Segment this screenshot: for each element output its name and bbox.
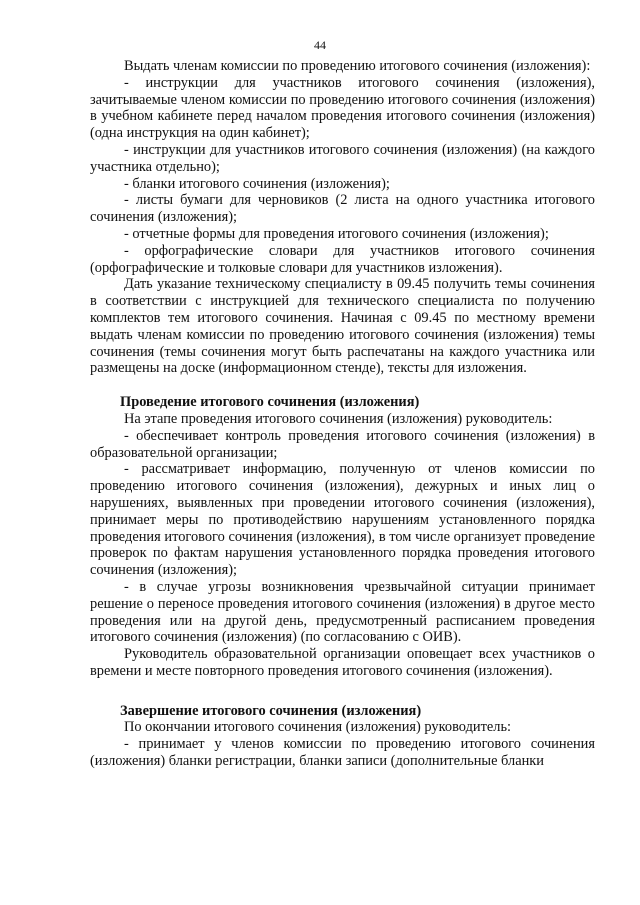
section-heading-completion: Завершение итогового сочинения (изложения) xyxy=(120,702,422,719)
list-item: - листы бумаги для черновиков (2 листа на одного участника итогового сочинения (изложения); xyxy=(90,192,595,226)
paragraph: На этапе проведения итогового сочинения (изложения) руководитель: xyxy=(124,410,553,427)
paragraph: Выдать членам комиссии по проведению итогового сочинения (изложения): xyxy=(124,58,591,74)
section-heading-conduct: Проведение итогового сочинения (изложения) xyxy=(120,394,420,411)
list-item: - инструкции для участников итогового сочинения (изложения), зачитываемые членом комиссии по проведению итогового сочинения (изложения) в учебном кабинете перед началом проведения итогового сочинения (изложения) (одна инструкция на один кабинет); xyxy=(90,74,595,142)
list-item: - принимает у членов комиссии по проведению итогового сочинения (изложения) бланки регистрации, бланки записи (дополнительные бланки xyxy=(90,736,595,770)
list-item: - инструкции для участников итогового сочинения (изложения) (на каждого участника отдельно); xyxy=(90,141,595,175)
list-item: - рассматривает информацию, полученную от членов комиссии по проведению итогового сочинения (изложения), дежурных и иных лиц о нарушениях, выявленных при проведении итогового сочинения (изложения), принимает меры по противодействию нарушениям установленного порядка проведения итогового сочинения (изложения), в том числе организует проведение проверок по фактам нарушения установленного порядка проведения итогового сочинения (изложения); xyxy=(90,461,595,579)
list-item: - орфографические словари для участников итогового сочинения (орфографические и толковые словари для участников изложения). xyxy=(90,242,595,276)
list-item: - в случае угрозы возникновения чрезвычайной ситуации принимает решение о переносе проведения итогового сочинения (изложения) в другое место проведения или на другой день, предусмотренный расписанием проведения итогового сочинения (изложения) (по согласованию с ОИВ). xyxy=(90,578,595,646)
paragraph: По окончании итогового сочинения (изложения) руководитель: xyxy=(124,719,512,736)
page-number: 44 xyxy=(314,38,326,52)
paragraph: Дать указание техническому специалисту в 09.45 получить темы сочинения в соответствии с инструкцией для технического специалиста по получению комплектов тем итогового сочинения. Начиная с 09.45 по местному времени выдать членам комиссии по проведению итогового сочинения (изложения) темы сочинения (темы сочинения могут быть распечатаны на каждого участника или размещены на доске (информационном стенде), тексты для изложения. xyxy=(90,276,595,377)
document-body xyxy=(90,58,595,770)
paragraph: Руководитель образовательной организации оповещает всех участников о времени и месте повторного проведения итогового сочинения (изложения). xyxy=(90,646,595,679)
list-item: - бланки итогового сочинения (изложения); xyxy=(124,175,390,192)
list-item: - обеспечивает контроль проведения итогового сочинения (изложения) в образовательной организации; xyxy=(90,427,595,461)
list-item: - отчетные формы для проведения итогового сочинения (изложения); xyxy=(124,225,549,242)
